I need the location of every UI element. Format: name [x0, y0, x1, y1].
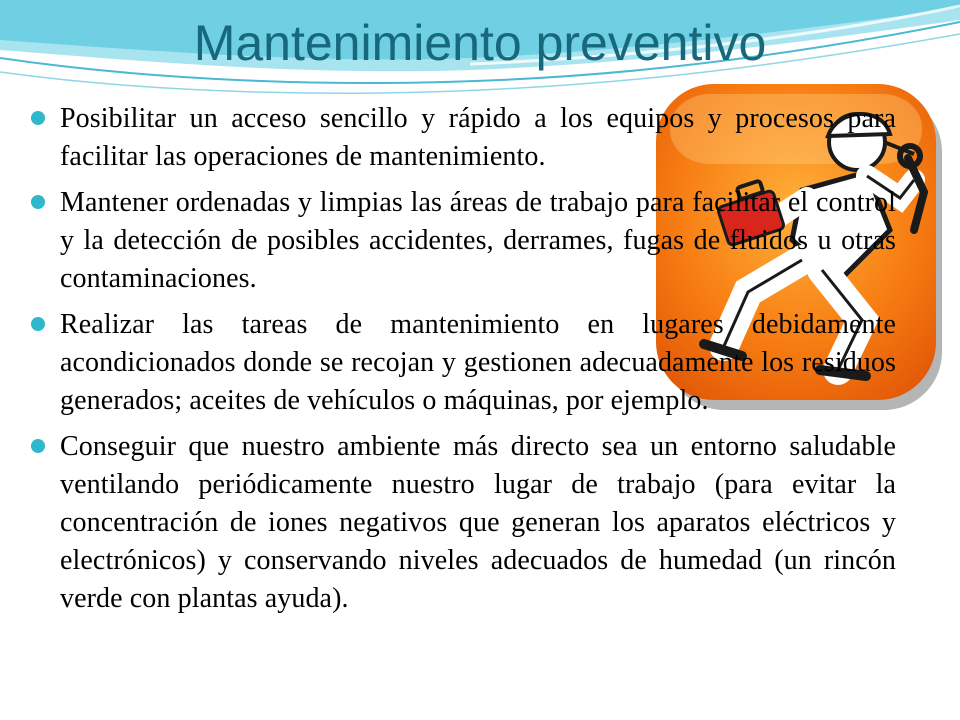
bullet-item: [30, 184, 896, 298]
bullet-text: Mantener ordenadas y limpias las áreas de trabajo para facilitar el control y la detección de posibles accidentes, derrames, fugas de fluidos u otras contaminaciones.: [60, 187, 896, 294]
bullet-marker: [31, 195, 45, 209]
slide-title: Mantenimiento preventivo: [193, 15, 767, 71]
bullet-list: [30, 100, 896, 626]
bullet-item: [30, 428, 896, 618]
bullet-marker: [31, 439, 45, 453]
bullet-marker: [31, 317, 45, 331]
bullet-text: Posibilitar un acceso sencillo y rápido a los equipos y procesos para facilitar las operaciones de mantenimiento.: [60, 103, 896, 172]
bullet-marker: [31, 111, 45, 125]
bullet-item: [30, 100, 896, 176]
bullet-text: Realizar las tareas de mantenimiento en lugares debidamente acondicionados donde se recojan y gestionen adecuadamente los residuos generados; aceites de vehículos o máquinas, por ejemplo.: [60, 309, 896, 416]
bullet-text: Conseguir que nuestro ambiente más directo sea un entorno saludable ventilando periódicamente nuestro lugar de trabajo (para evitar la concentración de iones negativos que generan los aparatos eléctricos y electrónicos) y conservando niveles adecuados de humedad (un rincón verde con plantas ayuda).: [60, 431, 896, 614]
bullet-item: [30, 306, 896, 420]
